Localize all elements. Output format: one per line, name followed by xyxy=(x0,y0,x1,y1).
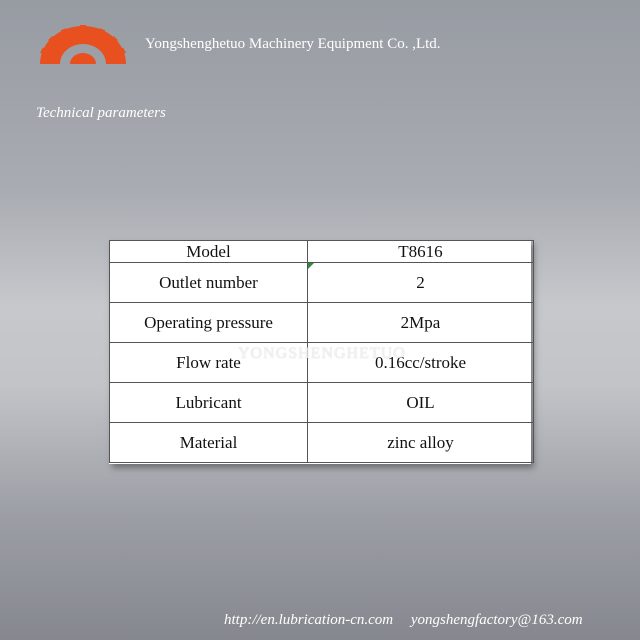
spec-table xyxy=(109,240,531,464)
param-label: Material xyxy=(110,423,308,463)
param-label: Flow rate xyxy=(110,343,308,383)
company-logo xyxy=(36,24,130,66)
table-row xyxy=(110,303,534,343)
param-value: 0.16cc/stroke xyxy=(308,343,534,383)
footer-url-link[interactable]: http://en.lubrication-cn.com xyxy=(224,612,394,628)
param-label: Operating pressure xyxy=(110,303,308,343)
param-value-text: 2 xyxy=(416,272,425,292)
param-value: 2Mpa xyxy=(308,303,534,343)
table-row xyxy=(110,263,534,303)
footer-email-link[interactable]: yongshengfactory@163.com xyxy=(410,612,583,628)
header-label-cell: Model xyxy=(110,241,308,263)
company-name: Yongshenghetuo Machinery Equipment Co. ,Ltd. xyxy=(145,36,441,52)
param-label: Lubricant xyxy=(110,383,308,423)
comment-marker-icon xyxy=(308,263,314,269)
section-title: Technical parameters xyxy=(36,105,166,121)
table-row xyxy=(110,383,534,423)
gear-logo-icon xyxy=(40,25,126,64)
header-value-cell: T8616 xyxy=(308,241,534,263)
param-value xyxy=(308,263,534,303)
watermark: YONGSHENGHETUO xyxy=(238,345,406,362)
table-header-row xyxy=(110,241,534,263)
param-value: zinc alloy xyxy=(308,423,534,463)
footer-contact xyxy=(224,612,583,629)
param-label: Outlet number xyxy=(110,263,308,303)
param-value: OIL xyxy=(308,383,534,423)
table-row xyxy=(110,343,534,383)
table-row xyxy=(110,423,534,463)
